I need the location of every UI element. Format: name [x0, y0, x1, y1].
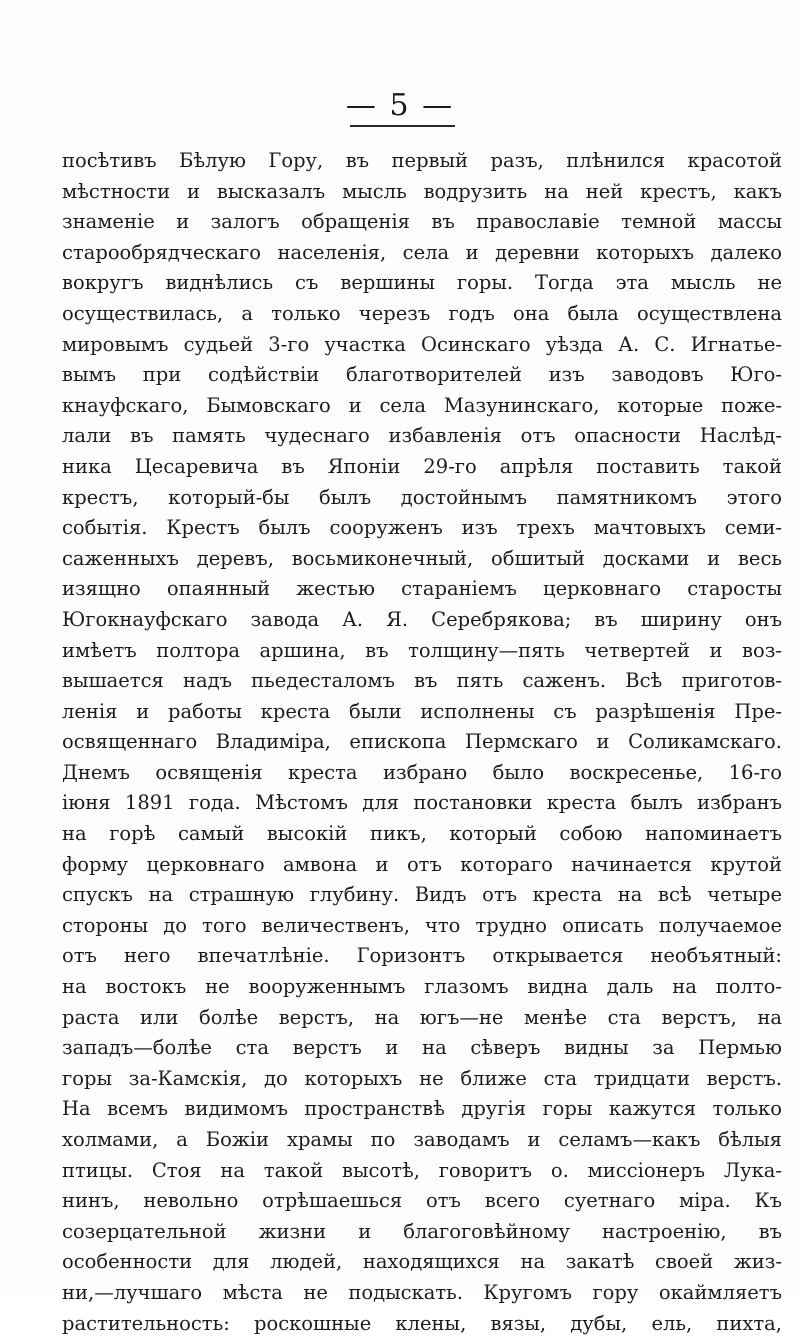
text-line: мѣстности и высказалъ мысль водрузить на ней крестъ, какъ: [62, 179, 782, 203]
page-number-underline: [350, 125, 455, 127]
text-line: посѣтивъ Бѣлую Гору, въ первый разъ, плѣнился красотой: [62, 149, 782, 172]
text-line: созерцательной жизни и благоговѣйному настроенію, въ: [62, 1219, 782, 1243]
text-line: старообрядческаго населенія, села и деревни которыхъ далеко: [62, 240, 782, 264]
text-line: крестъ, который-бы былъ достойнымъ памятникомъ этого: [62, 485, 782, 509]
text-line: холмами, а Божіи храмы по заводамъ и селамъ—какъ бѣлыя: [62, 1128, 782, 1151]
text-line: лали въ память чудеснаго избавленія отъ опасности Наслѣд-: [62, 424, 782, 448]
text-line: ленія и работы креста были исполнены съ разрѣшенія Пре-: [62, 699, 782, 723]
text-line: кнауфскаго, Бымовскаго и села Мазунинскаго, которые поже-: [62, 393, 782, 417]
text-line: ни,—лучшаго мѣста не подыскать. Кругомъ гору окаймляетъ: [62, 1280, 782, 1304]
text-line: птицы. Стоя на такой высотѣ, говоритъ о. миссіонеръ Лука-: [62, 1158, 782, 1182]
text-line: мировымъ судьей 3-го участка Осинскаго уѣзда А. С. Игнатье-: [62, 332, 782, 356]
text-line: на горѣ самый высокій пикъ, который собою напоминаетъ: [62, 822, 782, 846]
text-line: растительность: роскошные клены, вязы, дубы, ель, пихта,: [62, 1311, 782, 1335]
text-line: На всемъ видимомъ пространствѣ другія горы кажутся только: [62, 1097, 782, 1121]
text-line: имѣетъ полтора аршина, въ толщину—пять четвертей и воз-: [62, 638, 782, 662]
text-line: вышается надъ пьедесталомъ въ пять саженъ. Всѣ приготов-: [62, 669, 782, 693]
text-line: ника Цесаревича въ Японіи 29-го апрѣля поставить такой: [62, 454, 782, 478]
text-line: знаменіе и залогъ обращенія въ православіе темной массы: [62, 210, 782, 234]
text-line: Югокнауфскаго завода А. Я. Серебрякова; въ ширину онъ: [62, 607, 782, 631]
text-line: Днемъ освященія креста избрано было воскресенье, 16-го: [62, 760, 782, 784]
text-line: стороны до того величественъ, что трудно описать получаемое: [62, 913, 782, 937]
page-number: — 5 —: [345, 88, 455, 123]
text-line: саженныхъ деревъ, восьмиконечный, обшитый досками и весь: [62, 546, 782, 570]
body-text: [62, 146, 782, 1339]
text-line: изящно опаянный жестью стараніемъ церковнаго старосты: [62, 577, 782, 601]
text-line: спускъ на страшную глубину. Видъ отъ креста на всѣ четыре: [62, 883, 782, 907]
text-line: событія. Крестъ былъ сооруженъ изъ трехъ мачтовыхъ семи-: [62, 516, 782, 540]
text-line: нинъ, невольно отрѣшаешься отъ всего суетнаго міра. Къ: [62, 1189, 782, 1213]
text-line: горы за-Камскія, до которыхъ не ближе ста тридцати верстъ.: [62, 1066, 782, 1090]
text-line: отъ него впечатлѣніе. Горизонтъ открывается необъятный:: [62, 944, 782, 968]
text-line: освященнаго Владиміра, епископа Пермскаго и Соликамскаго.: [62, 730, 782, 754]
text-line: іюня 1891 года. Мѣстомъ для постановки креста былъ избранъ: [62, 791, 782, 815]
text-line: форму церковнаго амвона и отъ котораго начинается крутой: [62, 852, 782, 876]
text-line: на востокъ не вооруженнымъ глазомъ видна даль на полто-: [62, 975, 782, 999]
text-line: западъ—болѣе ста верстъ и на сѣверъ видны за Пермью: [62, 1036, 782, 1060]
text-line: особенности для людей, находящихся на закатѣ своей жиз-: [62, 1250, 782, 1274]
text-line: вокругъ виднѣлись съ вершины горы. Тогда эта мысль не: [62, 271, 782, 295]
text-line: осуществилась, а только черезъ годъ она была осуществлена: [62, 301, 782, 325]
text-line: раста или болѣе верстъ, на югъ—не менѣе ста верстъ, на: [62, 1005, 782, 1029]
text-line: вымъ при содѣйствіи благотворителей изъ заводовъ Юго-: [62, 363, 782, 387]
